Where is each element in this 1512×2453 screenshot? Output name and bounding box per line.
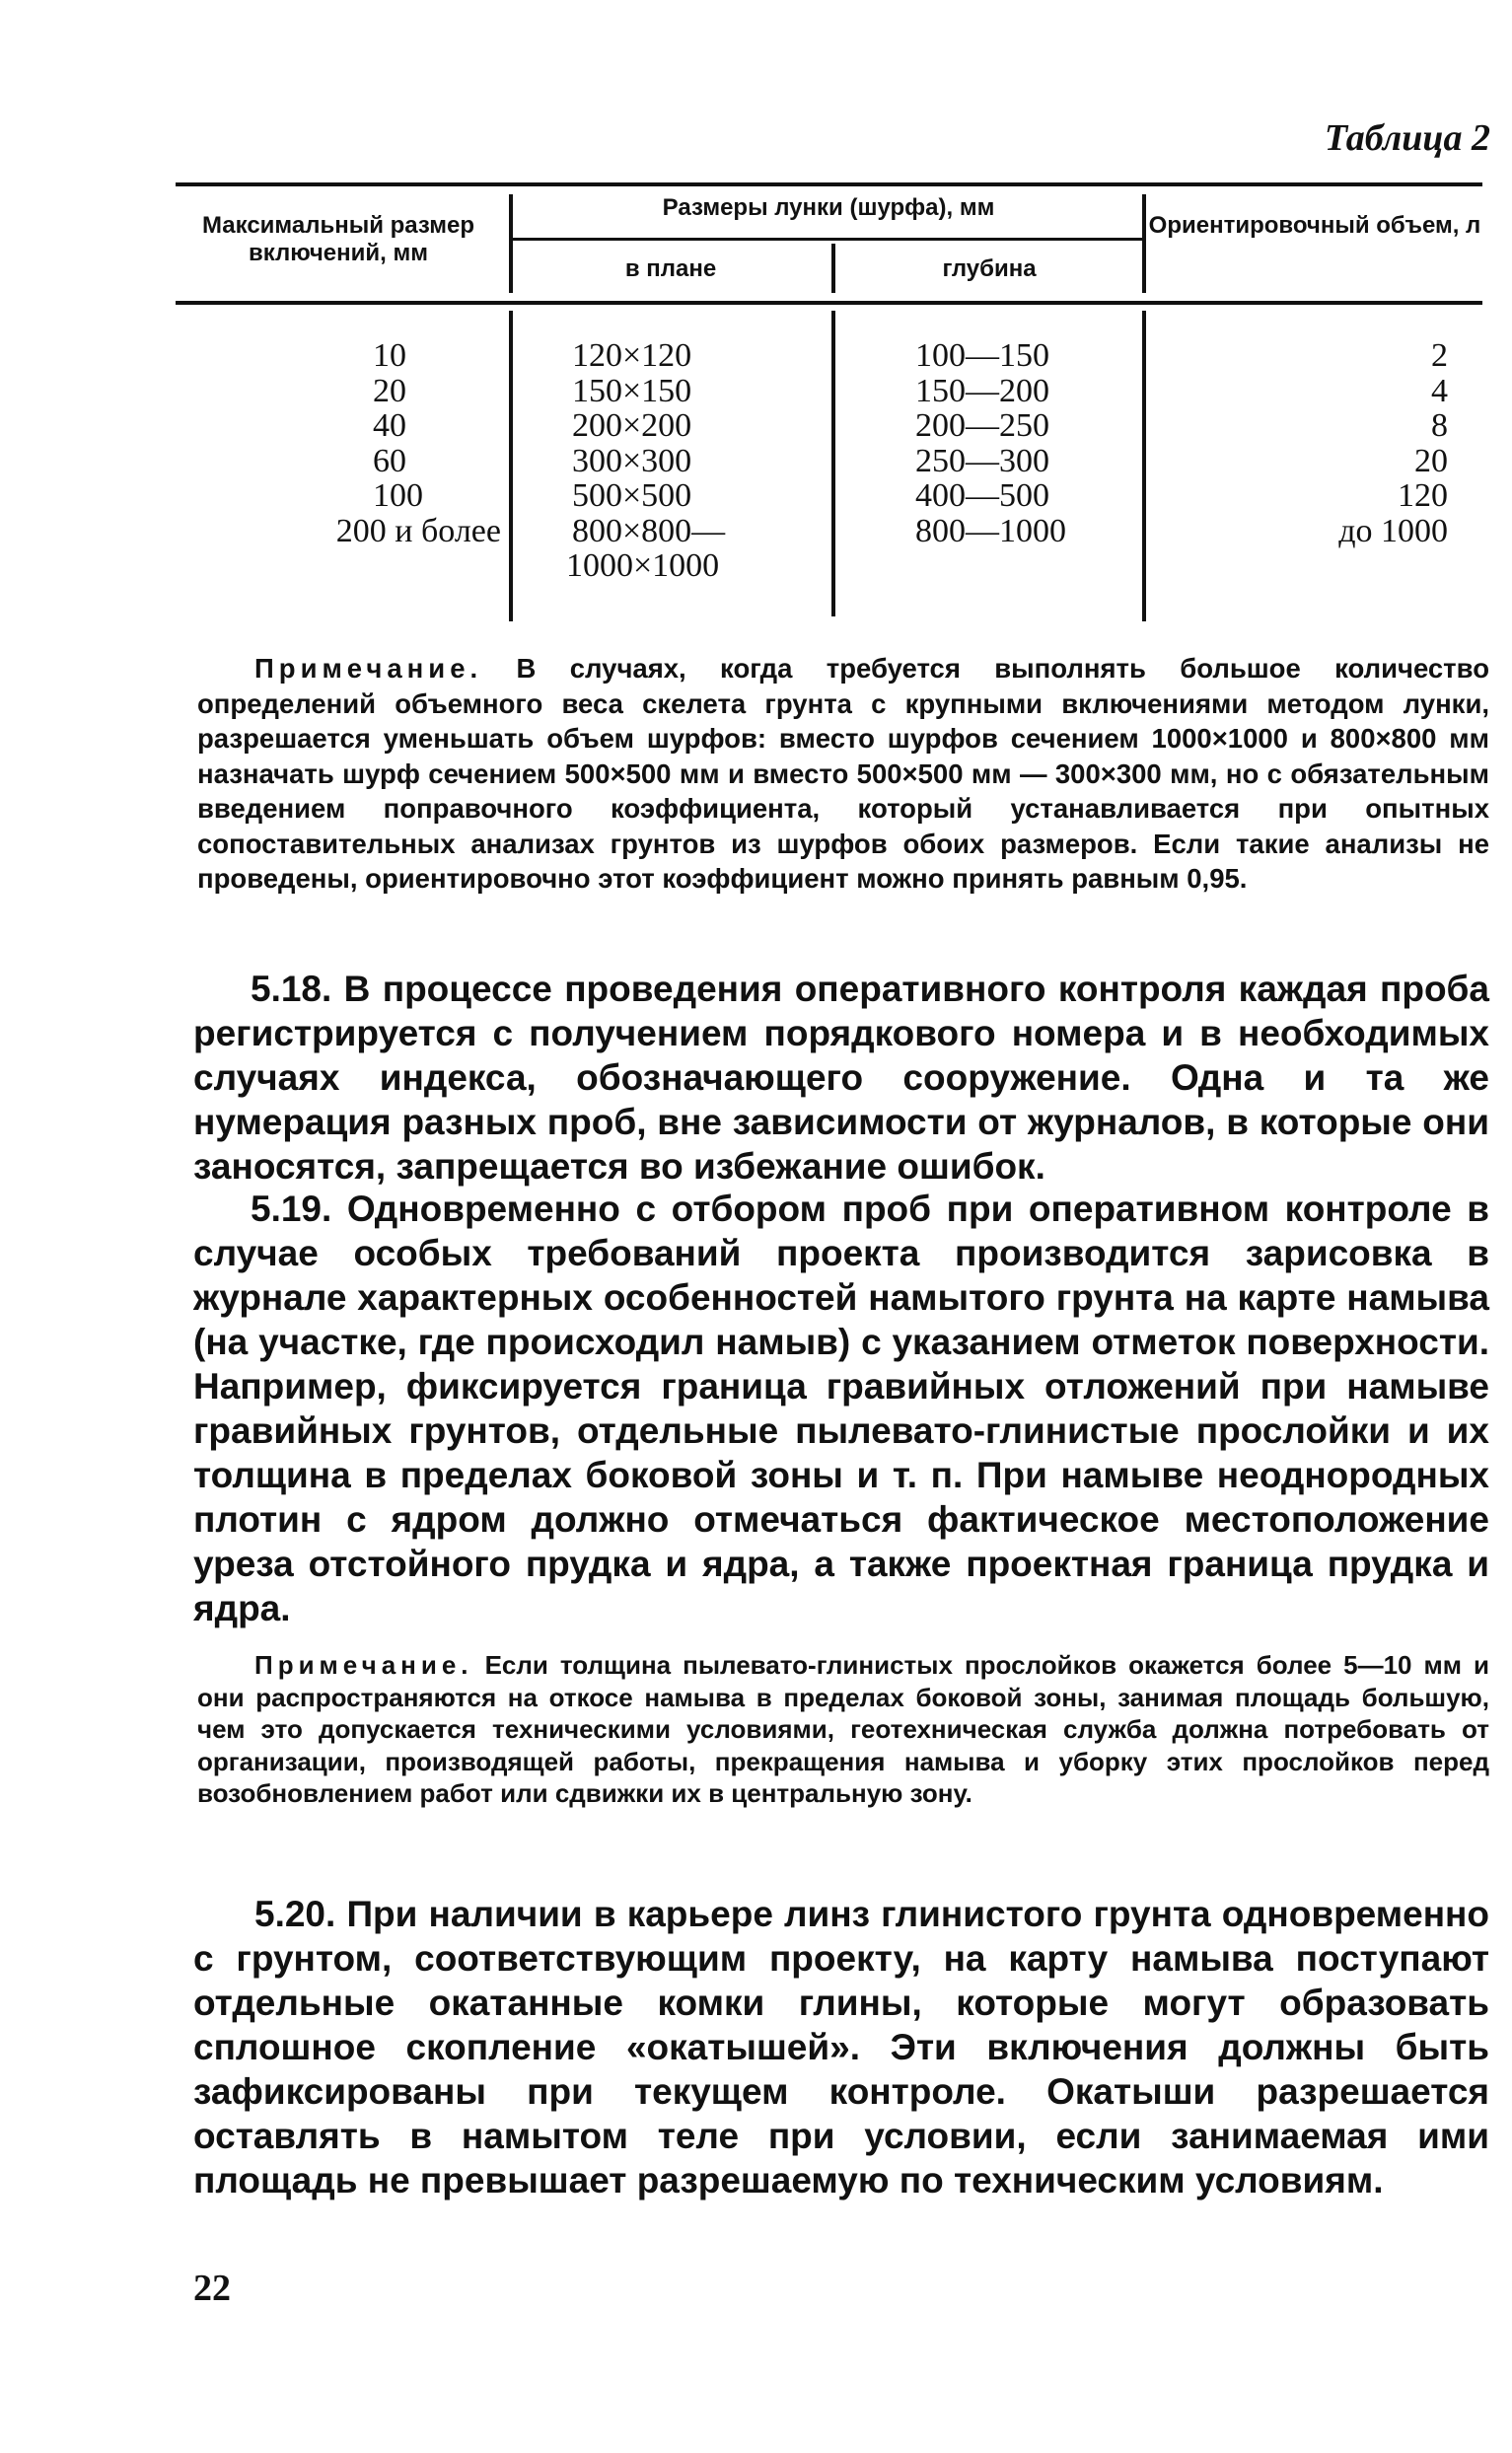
table-vline-1 [509, 311, 513, 621]
cell-plan: 300×300 [572, 442, 692, 479]
cell-plan: 200×200 [572, 407, 692, 444]
cell-plan: 120×120 [572, 337, 692, 374]
cell-volume: 2 [1431, 337, 1448, 374]
cell-depth: 250—300 [915, 442, 1049, 479]
column-plan [566, 337, 828, 584]
cell-size: 20 [373, 372, 406, 409]
cell-plan: 150×150 [572, 372, 692, 409]
section-5-18 [193, 967, 1489, 1189]
cell-size: 200 и более [335, 512, 501, 549]
cell-depth: 400—500 [915, 477, 1049, 514]
cell-depth: 800—1000 [915, 512, 1066, 549]
cell-size: 40 [373, 407, 406, 444]
cell-size: 60 [373, 442, 406, 479]
data-table [176, 182, 1482, 626]
table-header-rule [176, 301, 1482, 305]
section-number: 5.20. [254, 1894, 336, 1934]
header-volume: Ориентировочный объем, л [1148, 212, 1481, 239]
note-heading: Примечание. [254, 1650, 473, 1680]
header-depth: глубина [942, 255, 1037, 282]
section-note [197, 1649, 1489, 1810]
cell-volume: 4 [1431, 372, 1448, 409]
section-text: Одновременно с отбором проб при оперативном контроле в случае особых требований проекта производится зарисовка в журнале характерных особенностей намытого грунта на карте намыва (на участке, где происходил намыв) с указанием отметок поверхности. Например, фиксируется граница гравийных отложений при намыве гравийных грунтов, отдельные пылевато-глинистые прослойки и их толщина в пределах боковой зоны и т. п. При намыве неоднородных плотин с ядром должно отмечаться фактическое местоположение уреза отстойного прудка и ядра, а также проектная граница прудка и ядра. [193, 1189, 1489, 1628]
table-caption: Таблица 2 [1324, 117, 1490, 159]
table-vline-2-head [831, 244, 835, 293]
table-top-rule [176, 182, 1482, 186]
cell-depth: 150—200 [915, 372, 1049, 409]
header-max-size: Максимальный размер включений, мм [201, 212, 475, 266]
cell-plan: 500×500 [572, 477, 692, 514]
table-vline-3 [1142, 311, 1146, 621]
table-vline-2 [831, 311, 835, 616]
cell-depth: 200—250 [915, 407, 1049, 444]
cell-size: 10 [373, 337, 406, 374]
cell-volume: 8 [1431, 407, 1448, 444]
section-number: 5.19. [251, 1189, 332, 1229]
table-note [197, 651, 1489, 897]
section-5-19 [193, 1187, 1489, 1630]
note-text: Если толщина пылевато-глинистых прослойков окажется более 5—10 мм и они распространяются на откосе намыва в пределах боковой зоны, занимая площадь большую, чем это допускается техническими условиями, геотехническая служба должна потребовать от организации, производящей работы, прекращения намыва и уборку этих прослойков перед возобновлением работ или сдвижки их в центральную зону. [197, 1650, 1490, 1808]
section-number: 5.18. [251, 969, 332, 1009]
cell-plan: 800×800— [572, 512, 726, 549]
header-in-plan: в плане [624, 255, 717, 282]
page-number: 22 [193, 2268, 231, 2309]
cell-depth: 100—150 [915, 337, 1049, 374]
column-size [176, 338, 505, 548]
cell-plan: 1000×1000 [566, 547, 720, 584]
column-depth [915, 338, 1132, 548]
note-heading: Примечание. [254, 653, 483, 684]
column-volume [1251, 338, 1448, 548]
section-5-20 [193, 1892, 1489, 2202]
note-text: В случаях, когда требуется выполнять большое количество определений объемного веса скелета грунта с крупными включениями методом лунки, разрешается уменьшать объем шурфов: вместо шурфов сечением 1000×1000 и 800×800 мм назначать шурф сечением 500×500 мм и вместо 500×500 мм — 300×300 мм, но с обязательным введением поправочного коэффициента, который устанавливается при опытных сопоставительных анализах грунтов из шурфов обоих размеров. Если такие анализы не проведены, ориентировочно этот коэффициент можно принять равным 0,95. [197, 653, 1489, 894]
header-pit-size: Размеры лунки (шурфа), мм [662, 194, 995, 221]
section-text: В процессе проведения оперативного контроля каждая проба регистрируется с получением порядкового номера и в необходимых случаях индекса, обозначающего сооружение. Одна и та же нумерация разных проб, вне зависимости от журналов, в которые они заносятся, запрещается во избежание ошибок. [193, 969, 1489, 1187]
cell-volume: 120 [1398, 477, 1448, 514]
section-text: При наличии в карьере линз глинистого грунта одновременно с грунтом, соответствующим проекту, на карту намыва поступают отдельные окатанные комки глины, которые могут образовать сплошное скопление «окатышей». Эти включения должны быть зафиксированы при текущем контроле. Окатыши разрешается оставлять в намытом теле при условии, если занимаемая ими площадь не превышает разрешаемую по техническим условиям. [193, 1894, 1490, 2200]
cell-volume: 20 [1414, 442, 1448, 479]
cell-volume: до 1000 [1338, 512, 1448, 549]
cell-size: 100 [373, 477, 423, 514]
table-group-rule [513, 238, 1144, 241]
